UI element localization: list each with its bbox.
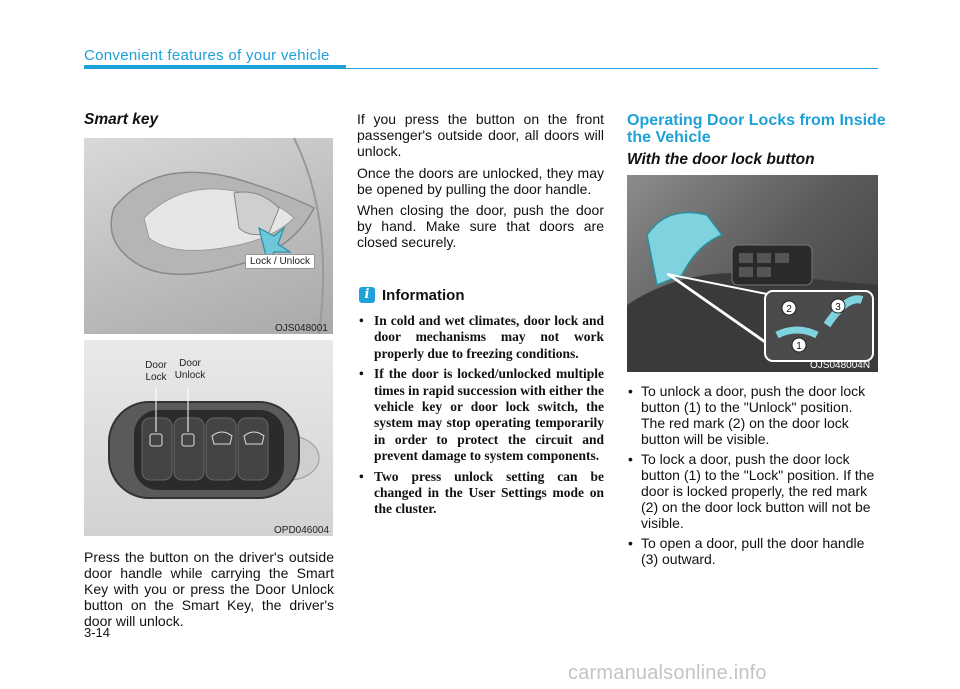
instruction-item: • To lock a door, push the door lock button (1) to the "Lock" position. If the door is locked properly, the red mark (2) on the door lock button will not be visible. <box>627 451 879 531</box>
front-passenger-paragraph: If you press the button on the front passenger's outside door, all doors will unlock. <box>357 111 604 159</box>
door-lock-label: Door Lock <box>145 360 167 383</box>
fig3-caption: OJS048004N <box>810 360 871 371</box>
smart-key-paragraph: Press the button on the driver's outside door handle while carrying the Smart Key with you or press the Door Unlock button on the Smart Key, the driver's door will unlock. <box>84 549 334 629</box>
smart-key-figure <box>84 340 333 536</box>
header-rule <box>84 68 878 69</box>
doors-unlocked-paragraph: Once the doors are unlocked, they may be opened by pulling the door handle. <box>357 165 604 197</box>
information-icon: i <box>359 287 375 303</box>
information-title: Information <box>382 287 465 304</box>
door-unlock-label: Door Unlock <box>174 358 206 381</box>
callout-1: 1 <box>796 341 802 352</box>
callout-2: 2 <box>786 304 792 315</box>
door-lock-instructions <box>627 383 879 571</box>
instruction-item: • To unlock a door, push the door lock button (1) to the "Unlock" position. The red mark (2) on the door lock button will be visible. <box>627 383 879 447</box>
interior-door-illustration <box>627 175 878 372</box>
watermark: carmanualsonline.info <box>568 662 767 684</box>
door-handle-figure <box>84 138 333 334</box>
info-item: • In cold and wet climates, door lock and door mechanisms may not work properly due to freezing conditions. <box>358 313 604 362</box>
section-title: Convenient features of your vehicle <box>84 47 330 64</box>
smart-key-heading: Smart key <box>84 111 159 128</box>
fig2-caption: OPD046004 <box>274 525 330 536</box>
fig1-caption: OJS048001 <box>275 323 328 334</box>
door-handle-illustration <box>84 138 333 334</box>
callout-3: 3 <box>835 302 841 313</box>
info-item: • If the door is locked/unlocked multiple times in rapid succession with either the vehicle key or door lock switch, the system may stop operating temporarily in order to protect the circuit and prevent damage to system components. <box>358 366 604 464</box>
info-item: • Two press unlock setting can be changed in the User Settings mode on the cluster. <box>358 469 604 518</box>
page-number: 3-14 <box>84 625 111 640</box>
lock-unlock-tag: Lock / Unlock <box>245 254 315 269</box>
door-locks-inside-heading: Operating Door Locks from Inside the Vehicle <box>627 112 886 146</box>
instruction-item: • To open a door, pull the door handle (3) outward. <box>627 535 879 567</box>
information-list <box>358 313 604 522</box>
closing-door-paragraph: When closing the door, push the door by hand. Make sure that doors are closed securely. <box>357 202 604 250</box>
door-lock-button-subheading: With the door lock button <box>627 151 815 168</box>
door-lock-button-figure <box>627 175 878 372</box>
